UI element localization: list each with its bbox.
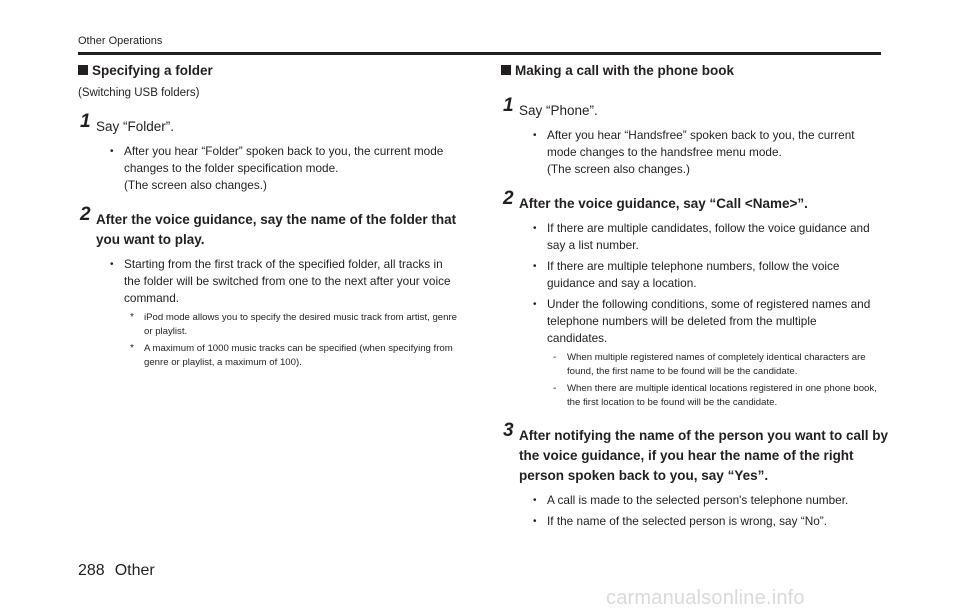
list-item: • Starting from the first track of the specified folder, all tracks in the folder will be switched from one to the next after your voice command.: [108, 256, 468, 307]
right-column: [501, 60, 891, 534]
chapter-label: Other: [114, 562, 155, 579]
step-number: 1: [80, 111, 91, 132]
step-1: [78, 111, 468, 194]
left-column: [78, 60, 468, 373]
note-item: - When multiple registered names of completely identical characters are found, the first name to be found will be the candidate.: [553, 352, 866, 377]
list-item: • After you hear “Handsfree” spoken back to you, the current mode changes to the handsfree menu mode. (The screen also changes.): [531, 127, 891, 178]
step-number: 3: [503, 420, 514, 441]
page-number: 288: [78, 562, 105, 579]
list-item: • Under the following conditions, some of registered names and telephone numbers will be deleted from the multiple candidates.: [531, 296, 891, 347]
section-heading-phone-book: [501, 61, 891, 81]
section-heading-folder: [78, 61, 468, 81]
note-list: [130, 311, 468, 370]
header-rule: [78, 52, 881, 55]
list-item: • If there are multiple telephone numbers, follow the voice guidance and say a location.: [531, 258, 891, 292]
bullet-list: [531, 492, 891, 530]
note-item: - When there are multiple identical locations registered in one phone book, the first location to be found will be the candidate.: [553, 383, 877, 408]
bullet-list: [531, 220, 891, 347]
step-title: After the voice guidance, say “Call <Name>”.: [519, 196, 808, 211]
square-bullet-icon: [501, 65, 511, 75]
heading-text: Making a call with the phone book: [515, 63, 735, 78]
step-title: Say “Phone”.: [519, 103, 598, 118]
step-number: 2: [80, 204, 91, 225]
list-item: • A call is made to the selected person's telephone number.: [531, 492, 891, 509]
watermark: carmanualsonline.info: [606, 587, 805, 609]
list-item: • If the name of the selected person is wrong, say “No”.: [531, 513, 891, 530]
note-list: [553, 351, 891, 410]
page-footer: [78, 562, 155, 580]
step-2: [78, 204, 468, 370]
step-title: After notifying the name of the person you want to call by the voice guidance, if you hear the name of the right person spoken back to you, say “Yes”.: [519, 428, 889, 483]
section-subheading: (Switching USB folders): [78, 87, 200, 99]
section-label: Other Operations: [78, 35, 163, 47]
list-item: • After you hear “Folder” spoken back to you, the current mode changes to the folder specification mode. (The screen also changes.): [108, 143, 468, 194]
step-number: 2: [503, 188, 514, 209]
square-bullet-icon: [78, 65, 88, 75]
note-item: * A maximum of 1000 music tracks can be specified (when specifying from genre or playlist, a maximum of 100).: [130, 343, 453, 368]
list-item: • If there are multiple candidates, follow the voice guidance and say a list number.: [531, 220, 891, 254]
step-title: After the voice guidance, say the name of the folder that you want to play.: [96, 212, 457, 247]
step-number: 1: [503, 95, 514, 116]
step-2: [501, 188, 891, 410]
bullet-list: [531, 127, 891, 178]
bullet-list: [108, 143, 468, 194]
step-1: [501, 95, 891, 178]
step-title: Say “Folder”.: [96, 119, 175, 134]
step-3: [501, 420, 891, 530]
heading-text: Specifying a folder: [92, 63, 213, 78]
note-item: * iPod mode allows you to specify the desired music track from artist, genre or playlist.: [130, 312, 457, 337]
bullet-list: [108, 256, 468, 307]
